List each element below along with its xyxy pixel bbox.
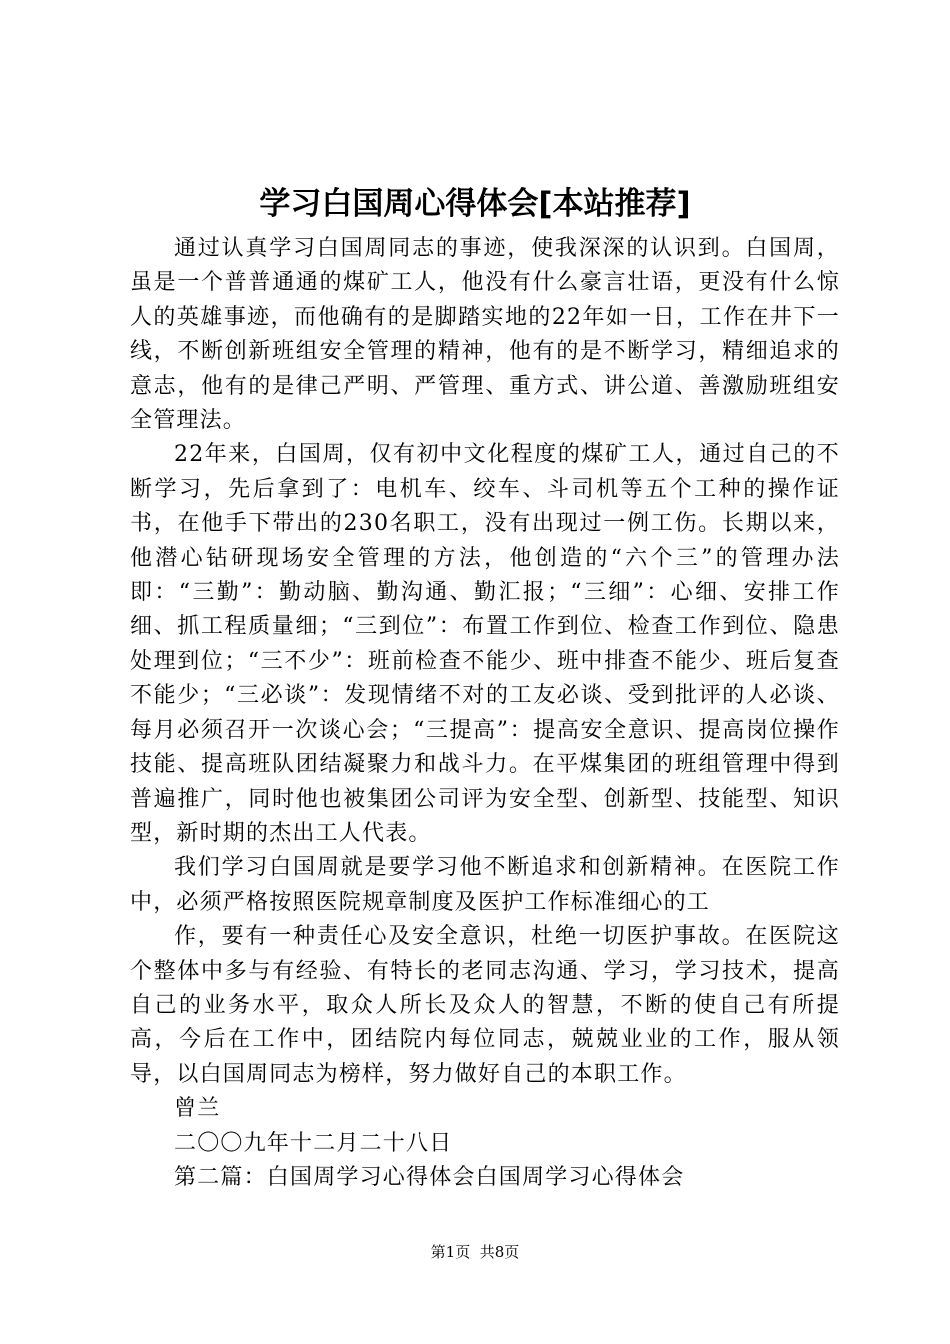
paragraph-2: 22年来，白国周，仅有初中文化程度的煤矿工人，通过自己的不断学习，先后拿到了：电机车、绞车、斗司机等五个工种的操作证书，在他手下带出的230名职工，没有出现过一例工伤。长期以来，他潜心钻研现场安全管理的方法，他创造的“六个三”的管理办法即：“三勤”：勤动脑、勤沟通、勤汇报；“三细”：心细、安排工作细、抓工程质量细；“三到位”：布置工作到位、检查工作到位、隐患处理到位；“三不少”：班前检查不能少、班中排查不能少、班后复查不能少；“三必谈”：发现情绪不对的工友必谈、受到批评的人必谈、每月必须召开一次谈心会；“三提高”：提高安全意识、提高岗位操作技能、提高班队团结凝聚力和战斗力。在平煤集团的班组管理中得到普遍推广，同时他也被集团公司评为安全型、创新型、技能型、知识型，新时期的杰出工人代表。 <box>130 442 840 846</box>
paragraph-3: 我们学习白国周就是要学习他不断追求和创新精神。在医院工作中，必须严格按照医院规章制度及医护工作标准细心的工 <box>130 855 840 915</box>
page-footer <box>0 1242 950 1262</box>
signature-name: 曾兰 <box>174 1096 221 1122</box>
paragraph-4: 作，要有一种责任心及安全意识，杜绝一切医护事故。在医院这个整体中多与有经验、有特长的老同志沟通、学习，学习技术，提高自己的业务水平，取众人所长及众人的智慧，不断的使自己有所提高，今后在工作中，团结院内每位同志，兢兢业业的工作，服从领导，以白国周同志为榜样，努力做好自己的本职工作。 <box>130 924 840 1087</box>
page-total: 共8页 <box>479 1243 520 1261</box>
page-number: 第1页 <box>430 1243 471 1261</box>
paragraph-1: 通过认真学习白国周同志的事迹，使我深深的认识到。白国周，虽是一个普普通通的煤矿工人，他没有什么豪言壮语，更没有什么惊人的英雄事迹，而他确有的是脚踏实地的22年如一日，工作在井下一线，不断创新班组安全管理的精神，他有的是不断学习，精细追求的意志，他有的是律己严明、严管理、重方式、讲公道、善激励班组安全管理法。 <box>130 236 840 434</box>
signature-date: 二〇〇九年十二月二十八日 <box>174 1130 453 1156</box>
footer-spacer <box>470 1243 480 1261</box>
document-body <box>130 232 840 1195</box>
document-title: 学习白国周心得体会[本站推荐] <box>259 186 691 222</box>
next-article-heading: 第二篇：白国周学习心得体会白国周学习心得体会 <box>174 1164 685 1190</box>
